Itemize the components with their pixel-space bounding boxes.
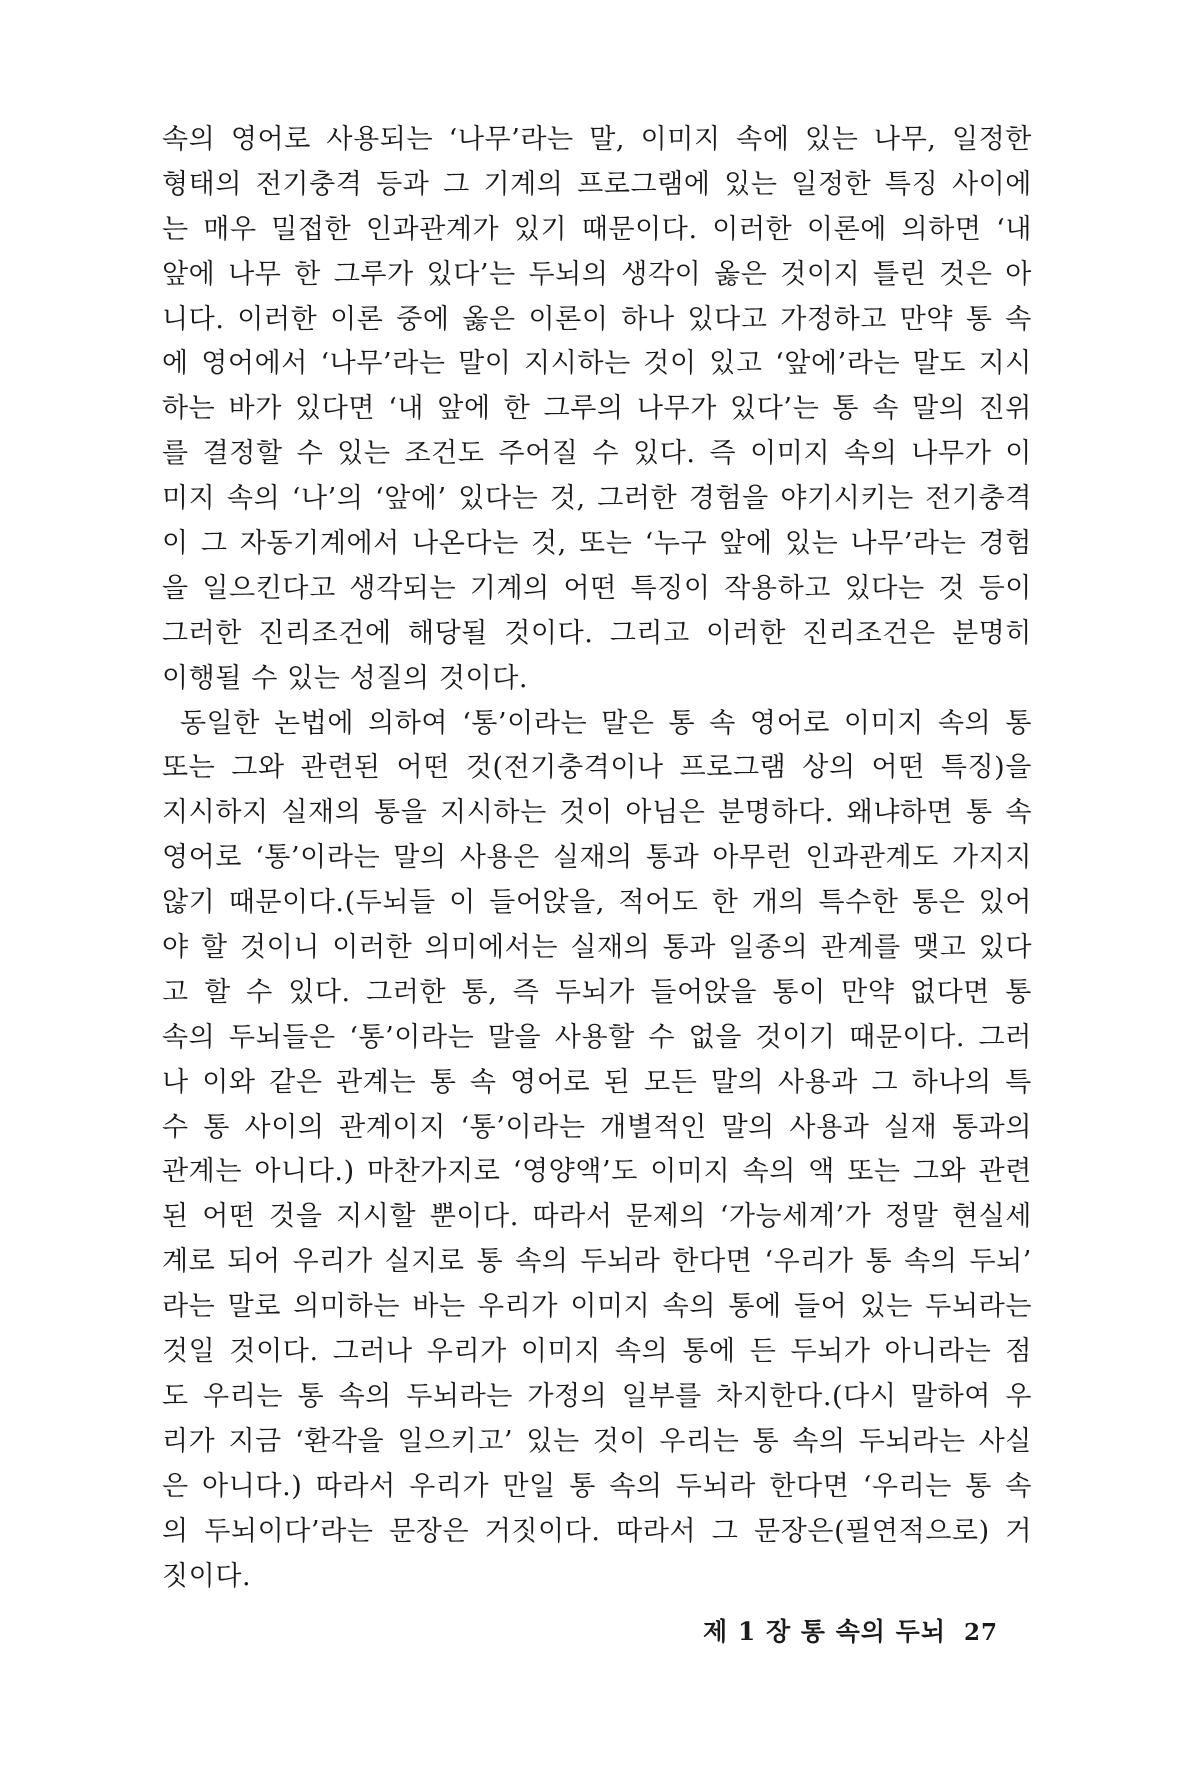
paragraph-2 bbox=[162, 702, 1032, 1600]
body-text bbox=[162, 118, 1032, 1599]
text-line: 이 그 자동기계에서 나온다는 것, 또는 ‘누구 앞에 있는 나무’라는 경험 bbox=[162, 528, 1032, 560]
text-line: 수 통 사이의 관계이지 ‘통’이라는 개별적인 말의 사용과 실재 통과의 bbox=[162, 1111, 1032, 1143]
text-line: 도 우리는 통 속의 두뇌라는 가정의 일부를 차지한다.(다시 말하여 우 bbox=[162, 1380, 1032, 1412]
text-line: 를 결정할 수 있는 조건도 주어질 수 있다. 즉 이미지 속의 나무가 이 bbox=[162, 438, 1032, 470]
text-line: 않기 때문이다.(두뇌들 이 들어앉을, 적어도 한 개의 특수한 통은 있어 bbox=[162, 887, 1032, 919]
text-line: 그러한 진리조건에 해당될 것이다. 그리고 이러한 진리조건은 분명히 bbox=[162, 617, 1032, 649]
running-footer bbox=[703, 1612, 1023, 1648]
text-line: 지시하지 실재의 통을 지시하는 것이 아님은 분명하다. 왜냐하면 통 속 bbox=[162, 797, 1032, 829]
text-line: 이행될 수 있는 성질의 것이다. bbox=[162, 662, 529, 694]
text-line: 은 아니다.) 따라서 우리가 만일 통 속의 두뇌라 한다면 ‘우리는 통 속 bbox=[162, 1470, 1032, 1502]
text-line: 는 매우 밀접한 인과관계가 있기 때문이다. 이러한 이론에 의하면 ‘내 bbox=[162, 213, 1032, 245]
text-line: 하는 바가 있다면 ‘내 앞에 한 그루의 나무가 있다’는 통 속 말의 진위 bbox=[162, 393, 1032, 425]
text-line: 라는 말로 의미하는 바는 우리가 이미지 속의 통에 들어 있는 두뇌라는 bbox=[162, 1291, 1032, 1323]
text-line: 형태의 전기충격 등과 그 기계의 프로그램에 있는 일정한 특징 사이에 bbox=[162, 168, 1032, 200]
text-line: 관계는 아니다.) 마찬가지로 ‘영양액’도 이미지 속의 액 또는 그와 관련 bbox=[162, 1156, 1032, 1188]
text-line: 또는 그와 관련된 어떤 것(전기충격이나 프로그램 상의 어떤 특징)을 bbox=[162, 752, 1032, 784]
text-line: 니다. 이러한 이론 중에 옳은 이론이 하나 있다고 가정하고 만약 통 속 bbox=[162, 303, 1032, 335]
text-line: 된 어떤 것을 지시할 뿐이다. 따라서 문제의 ‘가능세계’가 정말 현실세 bbox=[162, 1201, 1032, 1233]
text-line: 에 영어에서 ‘나무’라는 말이 지시하는 것이 있고 ‘앞에’라는 말도 지시 bbox=[162, 348, 1032, 380]
text-line: 짓이다. bbox=[162, 1560, 252, 1592]
text-line: 을 일으킨다고 생각되는 기계의 어떤 특징이 작용하고 있다는 것 등이 bbox=[162, 572, 1032, 604]
text-line: 속의 두뇌들은 ‘통’이라는 말을 사용할 수 없을 것이기 때문이다. 그러 bbox=[162, 1021, 1032, 1053]
text-line: 앞에 나무 한 그루가 있다’는 두뇌의 생각이 옳은 것이지 틀린 것은 아 bbox=[162, 258, 1032, 290]
text-line: 속의 영어로 사용되는 ‘나무’라는 말, 이미지 속에 있는 나무, 일정한 bbox=[162, 124, 1032, 155]
text-line: 영어로 ‘통’이라는 말의 사용은 실재의 통과 아무런 인과관계도 가지지 bbox=[162, 842, 1032, 874]
chapter-title: 제 1 장 통 속의 두뇌 bbox=[703, 1617, 946, 1646]
text-line: 동일한 논법에 의하여 ‘통’이라는 말은 통 속 영어로 이미지 속의 통 bbox=[180, 707, 1032, 739]
text-line: 계로 되어 우리가 실지로 통 속의 두뇌라 한다면 ‘우리가 통 속의 두뇌’ bbox=[162, 1246, 1032, 1278]
paragraph-1 bbox=[162, 118, 1032, 702]
text-line: 것일 것이다. 그러나 우리가 이미지 속의 통에 든 두뇌가 아니라는 점 bbox=[162, 1336, 1032, 1368]
text-line: 의 두뇌이다’라는 문장은 거짓이다. 따라서 그 문장은(필연적으로) 거 bbox=[162, 1515, 1032, 1547]
text-line: 나 이와 같은 관계는 통 속 영어로 된 모든 말의 사용과 그 하나의 특 bbox=[162, 1066, 1032, 1098]
text-line: 리가 지금 ‘환각을 일으키고’ 있는 것이 우리는 통 속의 두뇌라는 사실 bbox=[162, 1425, 1032, 1457]
text-line: 미지 속의 ‘나’의 ‘앞에’ 있다는 것, 그러한 경험을 야기시키는 전기충격 bbox=[162, 483, 1032, 515]
text-line: 야 할 것이니 이러한 의미에서는 실재의 통과 일종의 관계를 맺고 있다 bbox=[162, 932, 1032, 964]
text-line: 고 할 수 있다. 그러한 통, 즉 두뇌가 들어앉을 통이 만약 없다면 통 bbox=[162, 976, 1032, 1008]
page-number: 27 bbox=[963, 1619, 998, 1646]
